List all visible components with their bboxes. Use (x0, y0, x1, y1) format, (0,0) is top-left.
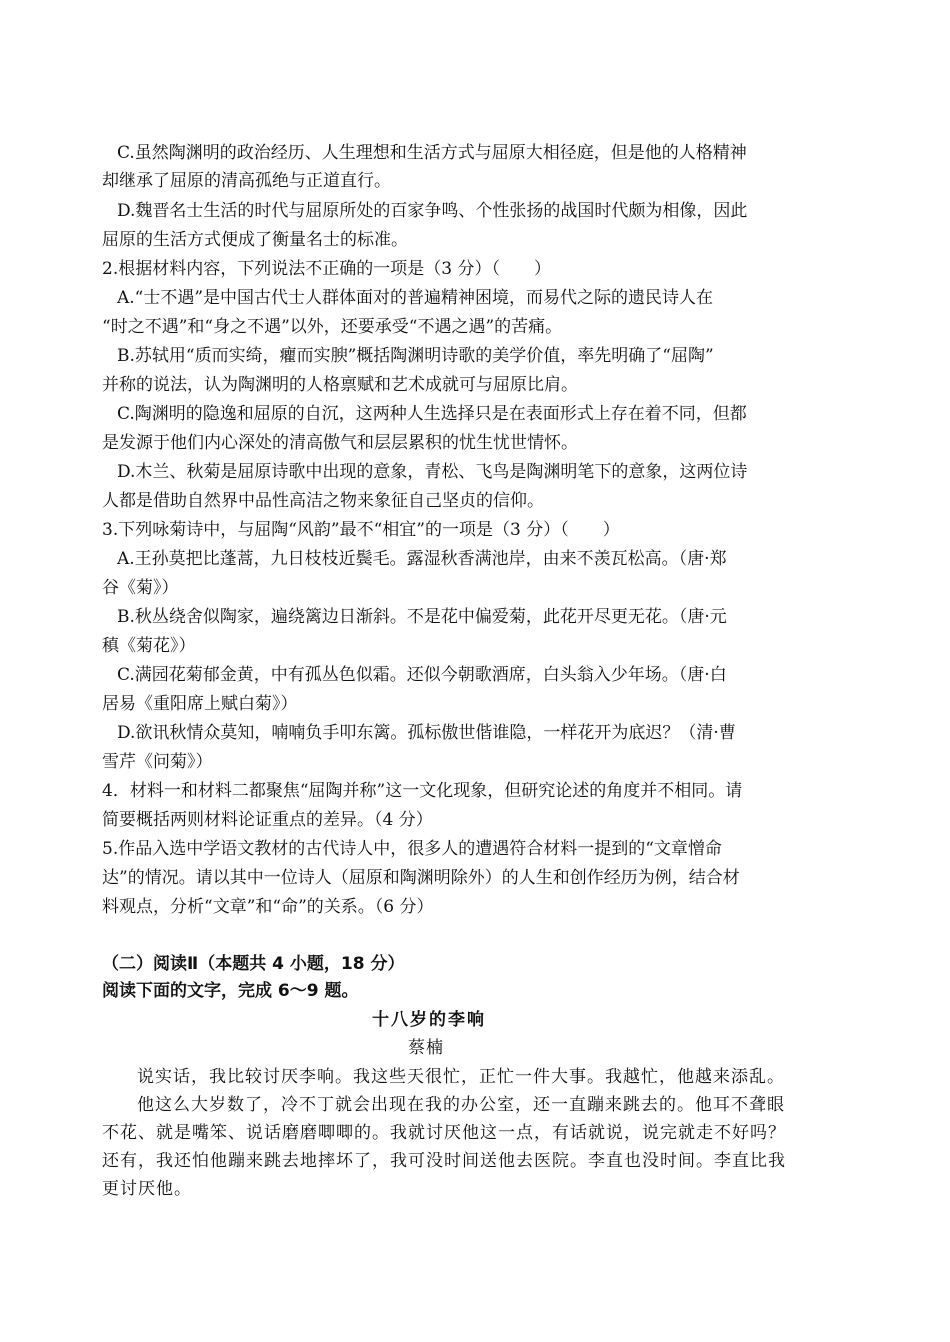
story-title: 十八岁的李响 (372, 1010, 486, 1030)
q3-option-c-line1: C.满园花菊郁金黄，中有孤丛色似霜。还似今朝歌酒席，白头翁入少年场。（唐·白 (117, 665, 727, 685)
story-author: 蔡楠 (408, 1038, 444, 1058)
story-paragraph-line: 他这么大岁数了，冷不丁就会出现在我的办公室，还一直蹦来跳去的。他耳不聋眼 (137, 1095, 785, 1115)
section2-heading: （二）阅读Ⅱ（本题共 4 小题，18 分） (102, 954, 405, 974)
q2-option-c-line1: C.陶渊明的隐逸和屈原的自沉，这两种人生选择只是在表面形式上存在着不同，但都 (117, 404, 747, 424)
q2-option-b-line2: 并称的说法，认为陶渊明的人格禀赋和艺术成就可与屈原比肩。 (102, 375, 578, 395)
story-paragraph-line: 更讨厌他。 (102, 1179, 192, 1199)
story-paragraph-line: 不花、就是嘴笨、说话磨磨唧唧的。我就讨厌他这一点，有话就说，说完就走不好吗？ (102, 1123, 786, 1143)
q1-option-c-line2: 却继承了屈原的清高孤绝与正道直行。 (102, 171, 391, 191)
q2-option-c-line2: 是发源于他们内心深处的清高傲气和层层累积的忧生忧世情怀。 (102, 433, 578, 453)
q1-option-c-line1: C.虽然陶渊明的政治经历、人生理想和生活方式与屈原大相径庭，但是他的人格精神 (117, 143, 747, 163)
q3-option-b-line1: B.秋丛绕舍似陶家，遍绕篱边日渐斜。不是花中偏爱菊，此花开尽更无花。（唐·元 (117, 607, 727, 627)
q1-option-d-line1: D.魏晋名士生活的时代与屈原所处的百家争鸣、个性张扬的战国时代颇为相像，因此 (117, 201, 748, 221)
q3-option-d-line2: 雪芹《问菊》） (102, 752, 213, 772)
story-paragraph-line: 还有，我还怕他蹦来跳去地摔坏了，我可没时间送他去医院。李直也没时间。李直比我 (102, 1151, 786, 1171)
q3-option-d-line1: D.欲讯秋情众莫知，喃喃负手叩东篱。孤标傲世偕谁隐，一样花开为底迟？（清·曹 (117, 723, 736, 743)
story-paragraph-line: 说实话，我比较讨厌李响。我这些天很忙，正忙一件大事。我越忙，他越来添乱。 (137, 1067, 785, 1087)
q3-option-b-line2: 稹《菊花》） (102, 636, 196, 656)
q2-option-d-line1: D.木兰、秋菊是屈原诗歌中出现的意象，青松、飞鸟是陶渊明笔下的意象，这两位诗 (117, 462, 748, 482)
q4-line1: 4．材料一和材料二都聚焦“屈陶并称”这一文化现象，但研究论述的角度并不相同。请 (102, 781, 743, 801)
q2-option-a-line1: A.“士不遇”是中国古代士人群体面对的普遍精神困境，而易代之际的遗民诗人在 (117, 288, 714, 308)
q4-line2: 简要概括两则材料论证重点的差异。（4 分） (102, 810, 433, 830)
section2-instruction: 阅读下面的文字，完成 6～9 题。 (102, 981, 359, 1001)
q5-line2: 达”的情况。请以其中一位诗人（屈原和陶渊明除外）的人生和创作经历为例，结合材 (102, 868, 740, 888)
q1-option-d-line2: 屈原的生活方式便成了衡量名士的标准。 (102, 230, 408, 250)
q3-option-a-line2: 谷《菊》） (102, 578, 179, 598)
q2-option-b-line1: B.苏轼用“质而实绮，癯而实腴”概括陶渊明诗歌的美学价值，率先明确了“屈陶” (117, 346, 714, 366)
q3-option-c-line2: 居易《重阳席上赋白菊》） (102, 694, 298, 714)
q5-line3: 料观点，分析“文章”和“命”的关系。（6 分） (102, 897, 434, 917)
q3-stem: 3.下列咏菊诗中，与屈陶“风韵”最不“相宜”的一项是（3 分）（ ） (102, 520, 620, 540)
q2-option-a-line2: “时之不遇”和“身之不遇”以外，还要承受“不遇之遇”的苦痛。 (102, 317, 563, 337)
q3-option-a-line1: A.王孙莫把比蓬蒿，九日枝枝近鬓毛。露湿秋香满池岸，由来不羡瓦松高。（唐·郑 (117, 549, 727, 569)
q5-line1: 5.作品入选中学语文教材的古代诗人中，很多人的遭遇符合材料一提到的“文章憎命 (102, 839, 722, 859)
q2-stem: 2.根据材料内容，下列说法不正确的一项是（3 分）（ ） (102, 259, 551, 279)
q2-option-d-line2: 人都是借助自然界中品性高洁之物来象征自己坚贞的信仰。 (102, 491, 544, 511)
